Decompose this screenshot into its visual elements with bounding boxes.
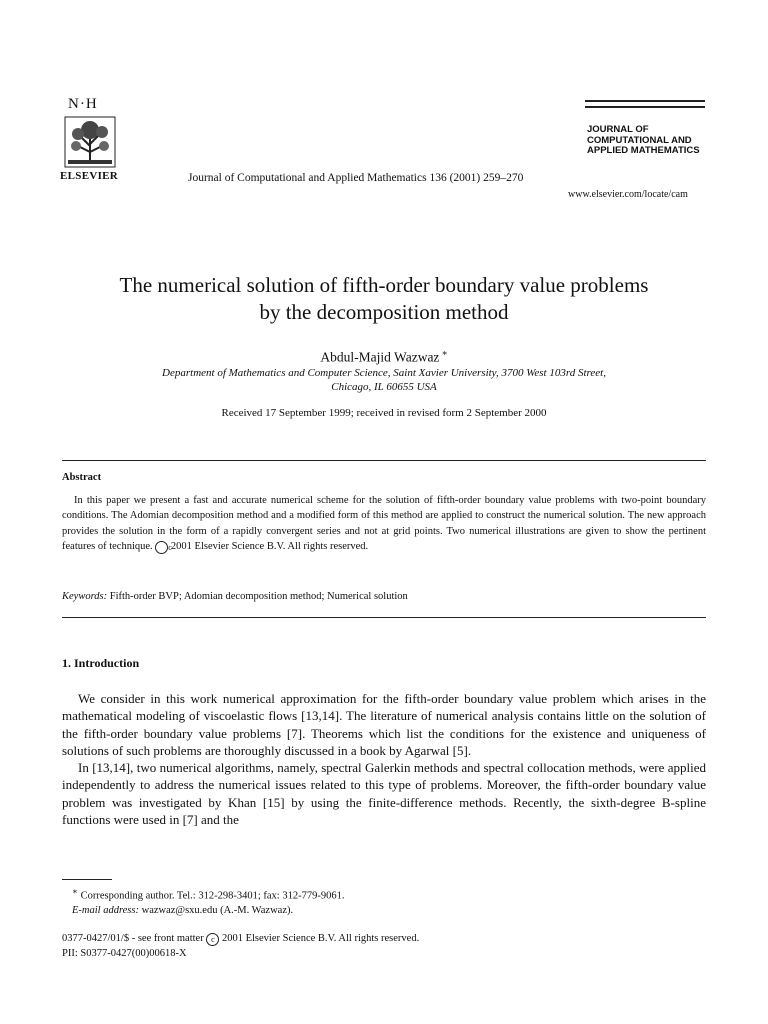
footnote bbox=[62, 884, 344, 919]
footnote-rule bbox=[62, 879, 112, 880]
legal-copyright: 2001 Elsevier Science B.V. All rights reserved. bbox=[221, 933, 420, 944]
affiliation-line: Chicago, IL 60655 USA bbox=[331, 381, 437, 393]
article-title-line: by the decomposition method bbox=[259, 300, 509, 324]
abstract-copyright: 2001 Elsevier Science B.V. All rights reserved. bbox=[170, 541, 369, 553]
email-label: E-mail address: bbox=[72, 905, 139, 916]
publisher-logo bbox=[60, 96, 120, 186]
journal-title-line: JOURNAL OF bbox=[587, 124, 649, 135]
legal-info bbox=[62, 932, 419, 961]
article-title bbox=[40, 272, 728, 326]
copyright-icon: c bbox=[155, 541, 168, 554]
article-title-line: The numerical solution of fifth-order boundary value problems bbox=[119, 273, 649, 297]
logo-monogram: N·H bbox=[68, 96, 98, 112]
keywords-list: Fifth-order BVP; Adomian decomposition method; Numerical solution bbox=[109, 591, 408, 602]
keywords bbox=[62, 591, 408, 602]
journal-url[interactable]: www.elsevier.com/locate/cam bbox=[568, 189, 688, 200]
section-heading-introduction: 1. Introduction bbox=[62, 656, 140, 670]
elsevier-tree-icon bbox=[64, 116, 116, 168]
introduction-body bbox=[62, 690, 706, 828]
paragraph: In [13,14], two numerical algorithms, namely, spectral Galerkin methods and spectral collocation methods, were applied independently to address the numerical issues related to this type of problems. Moreover, the fifth-order boundary value problem was investigated by Khan [15] by using the finite-difference methods. Recently, the sixth-degree B-spline functions were used in [7] and the bbox=[62, 760, 706, 828]
footnote-mark: ∗ bbox=[72, 886, 78, 896]
journal-title-line: APPLIED MATHEMATICS bbox=[587, 145, 700, 156]
journal-title bbox=[587, 125, 700, 157]
paragraph: We consider in this work numerical approximation for the fifth-order boundary value problem which arises in the mathematical modeling of viscoelastic flows [13,14]. The literature of numerical analysis contains little on the solution of the fifth-order boundary value problems [7]. Theorems which list the conditions for the existence and uniqueness of solutions of such problems are thoroughly discussed in a book by Agarwal [5]. bbox=[62, 691, 706, 758]
front-matter-info: 0377-0427/01/$ - see front matter bbox=[62, 933, 204, 944]
abstract-top-rule bbox=[62, 460, 706, 461]
received-dates: Received 17 September 1999; received in revised form 2 September 2000 bbox=[221, 407, 547, 419]
journal-reference: Journal of Computational and Applied Mathematics 136 (2001) 259–270 bbox=[188, 172, 524, 184]
author-footnote-mark: ∗ bbox=[441, 348, 448, 358]
abstract-text bbox=[62, 493, 706, 555]
footnote-corresponding: Corresponding author. Tel.: 312-298-3401; fax: 312-779-9061. bbox=[80, 890, 345, 902]
author-name: Abdul-Majid Wazwaz bbox=[320, 349, 440, 365]
abstract-heading: Abstract bbox=[62, 472, 102, 483]
abstract-bottom-rule bbox=[62, 617, 706, 618]
author bbox=[40, 348, 728, 366]
publisher-name: ELSEVIER bbox=[60, 170, 119, 182]
abstract-body: In this paper we present a fast and accurate numerical scheme for the solution of fifth-order boundary value problems with two-point boundary conditions. The Adomian decomposition method and a modified form of this method are applied to construct the numerical solution. The new approach provides the solution in the form of a rapidly convergent series and not at grid points. Two numerical illustrations are given to show the pertinent features of technique. bbox=[62, 495, 706, 553]
affiliation bbox=[80, 366, 688, 394]
copyright-icon: c bbox=[206, 933, 219, 946]
journal-title-line: COMPUTATIONAL AND bbox=[587, 134, 692, 146]
header-rules bbox=[585, 100, 705, 112]
email-address[interactable]: wazwaz@sxu.edu (A.-M. Wazwaz). bbox=[141, 905, 294, 916]
pii: PII: S0377-0427(00)00618-X bbox=[62, 947, 187, 959]
keywords-label: Keywords: bbox=[62, 591, 108, 602]
affiliation-line: Department of Mathematics and Computer Science, Saint Xavier University, 3700 West 103rd Street, bbox=[162, 367, 606, 379]
